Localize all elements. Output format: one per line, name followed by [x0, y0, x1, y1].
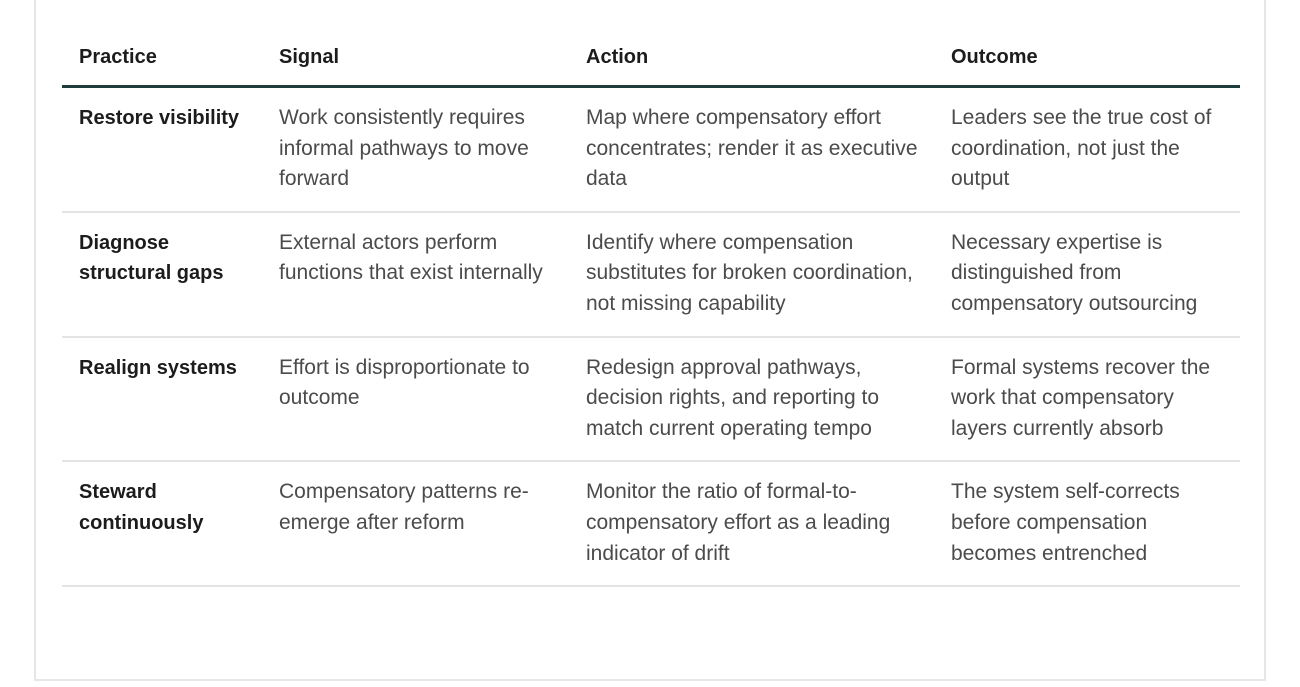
- table-header: [62, 42, 1240, 87]
- header-practice: Practice: [62, 42, 262, 87]
- header-signal: Signal: [262, 42, 569, 87]
- action-cell: Monitor the ratio of formal-to-compensatory effort as a leading indicator of drift: [569, 461, 934, 586]
- practice-cell: Restore visibility: [62, 87, 262, 212]
- practice-cell: Diagnose structural gaps: [62, 212, 262, 337]
- outcome-cell: Leaders see the true cost of coordination, not just the output: [934, 87, 1240, 212]
- header-row: [62, 42, 1240, 87]
- outcome-cell: Formal systems recover the work that compensatory layers currently absorb: [934, 337, 1240, 462]
- signal-cell: Work consistently requires informal pathways to move forward: [262, 87, 569, 212]
- outcome-cell: Necessary expertise is distinguished from compensatory outsourcing: [934, 212, 1240, 337]
- outcome-cell: The system self-corrects before compensation becomes entrenched: [934, 461, 1240, 586]
- practice-cell: Steward continuously: [62, 461, 262, 586]
- signal-cell: Effort is disproportionate to outcome: [262, 337, 569, 462]
- practice-table: [62, 42, 1240, 587]
- table-card: [34, 0, 1266, 681]
- action-cell: Redesign approval pathways, decision rights, and reporting to match current operating tempo: [569, 337, 934, 462]
- action-cell: Map where compensatory effort concentrates; render it as executive data: [569, 87, 934, 212]
- table-row: [62, 87, 1240, 212]
- header-action: Action: [569, 42, 934, 87]
- table-row: [62, 212, 1240, 337]
- signal-cell: Compensatory patterns re-emerge after reform: [262, 461, 569, 586]
- table-body: [62, 87, 1240, 587]
- action-cell: Identify where compensation substitutes for broken coordination, not missing capability: [569, 212, 934, 337]
- table-row: [62, 337, 1240, 462]
- table-row: [62, 461, 1240, 586]
- header-outcome: Outcome: [934, 42, 1240, 87]
- practice-cell: Realign systems: [62, 337, 262, 462]
- signal-cell: External actors perform functions that exist internally: [262, 212, 569, 337]
